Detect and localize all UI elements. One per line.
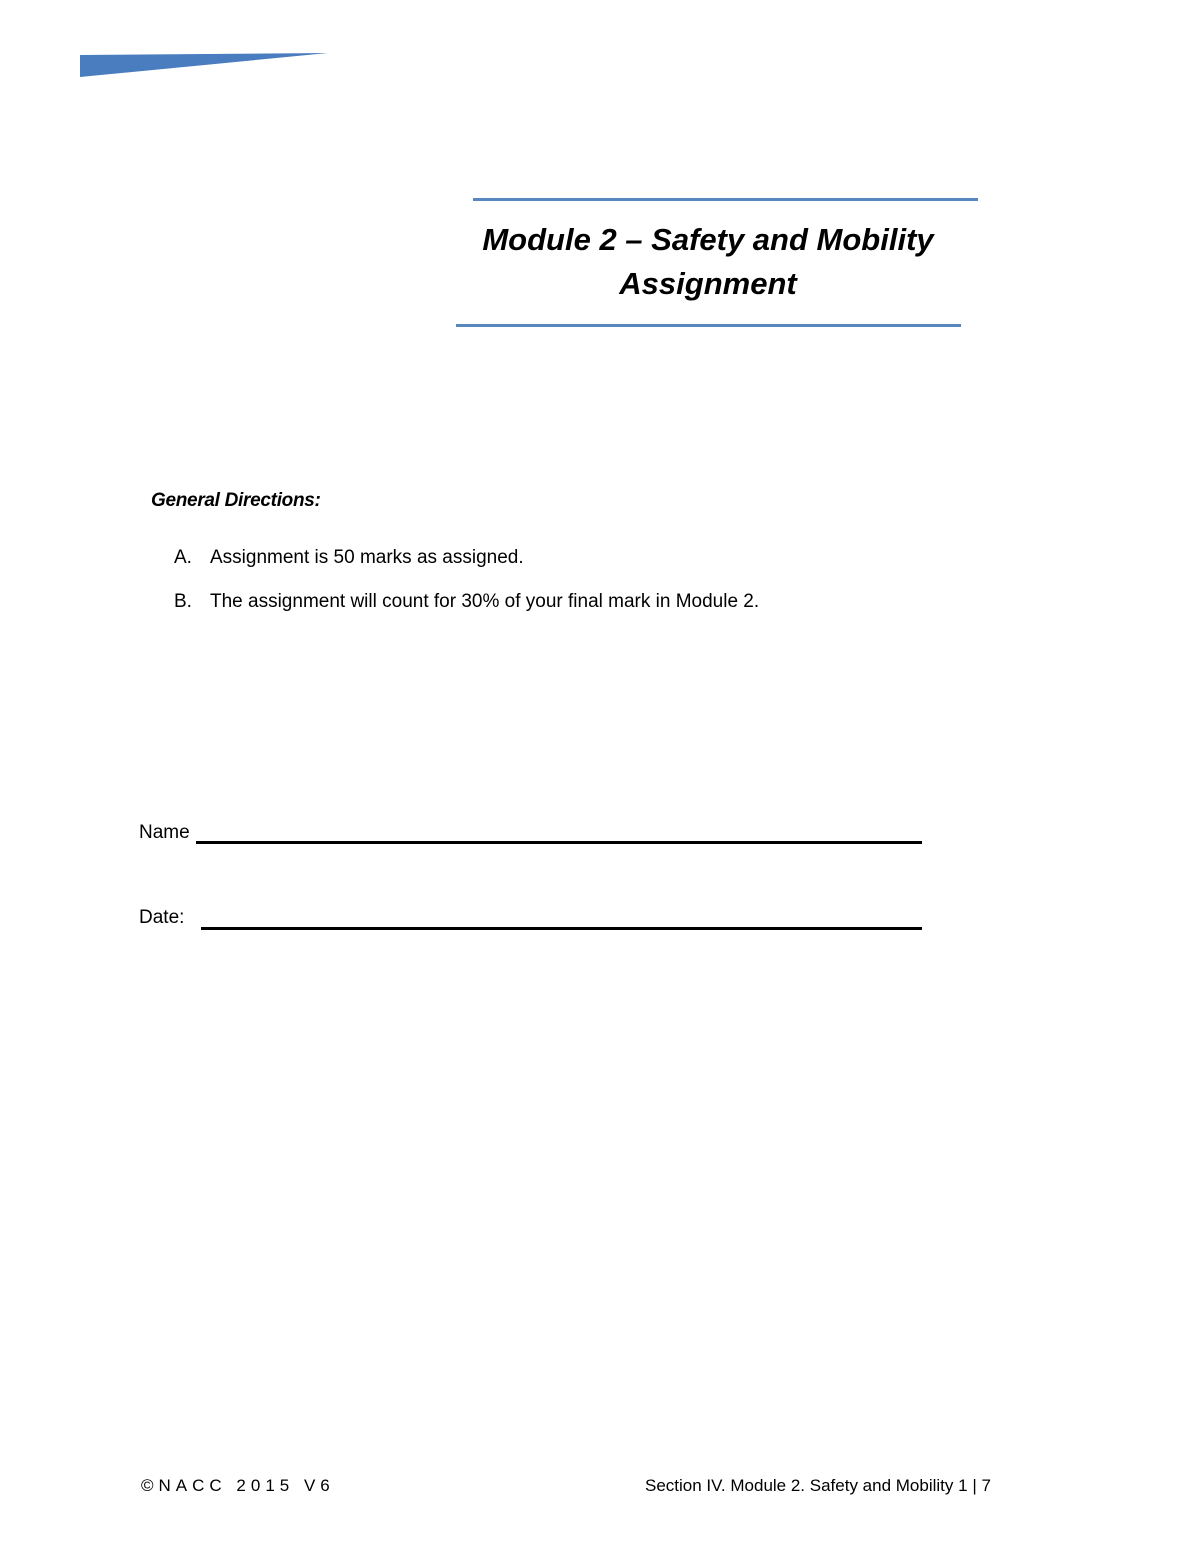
title-top-rule bbox=[473, 198, 978, 201]
direction-text: The assignment will count for 30% of your final mark in Module 2. bbox=[210, 591, 760, 612]
page-title bbox=[458, 218, 958, 306]
direction-item-a bbox=[174, 547, 524, 569]
date-field[interactable] bbox=[201, 927, 922, 930]
footer-separator: | bbox=[972, 1476, 977, 1495]
footer-copyright: ©NACC 2015 V6 bbox=[141, 1476, 335, 1495]
footer-section-title: Section IV. Module 2. Safety and Mobility bbox=[645, 1476, 954, 1495]
name-field[interactable] bbox=[196, 841, 922, 844]
title-bottom-rule bbox=[456, 324, 961, 327]
footer-page-total: 7 bbox=[981, 1476, 991, 1495]
footer-page-number: 1 bbox=[958, 1476, 968, 1495]
page-title-line-2: Assignment bbox=[619, 266, 797, 301]
direction-item-b bbox=[174, 591, 759, 613]
name-label: Name bbox=[139, 822, 190, 843]
date-label: Date: bbox=[139, 907, 185, 928]
page-title-line-1: Module 2 – Safety and Mobility bbox=[482, 222, 934, 257]
directions-heading: General Directions: bbox=[151, 490, 321, 511]
header-accent-shape bbox=[0, 0, 340, 90]
direction-letter: B. bbox=[174, 591, 192, 612]
direction-text: Assignment is 50 marks as assigned. bbox=[210, 547, 524, 568]
footer-section-info bbox=[645, 1476, 991, 1496]
direction-letter: A. bbox=[174, 547, 192, 568]
